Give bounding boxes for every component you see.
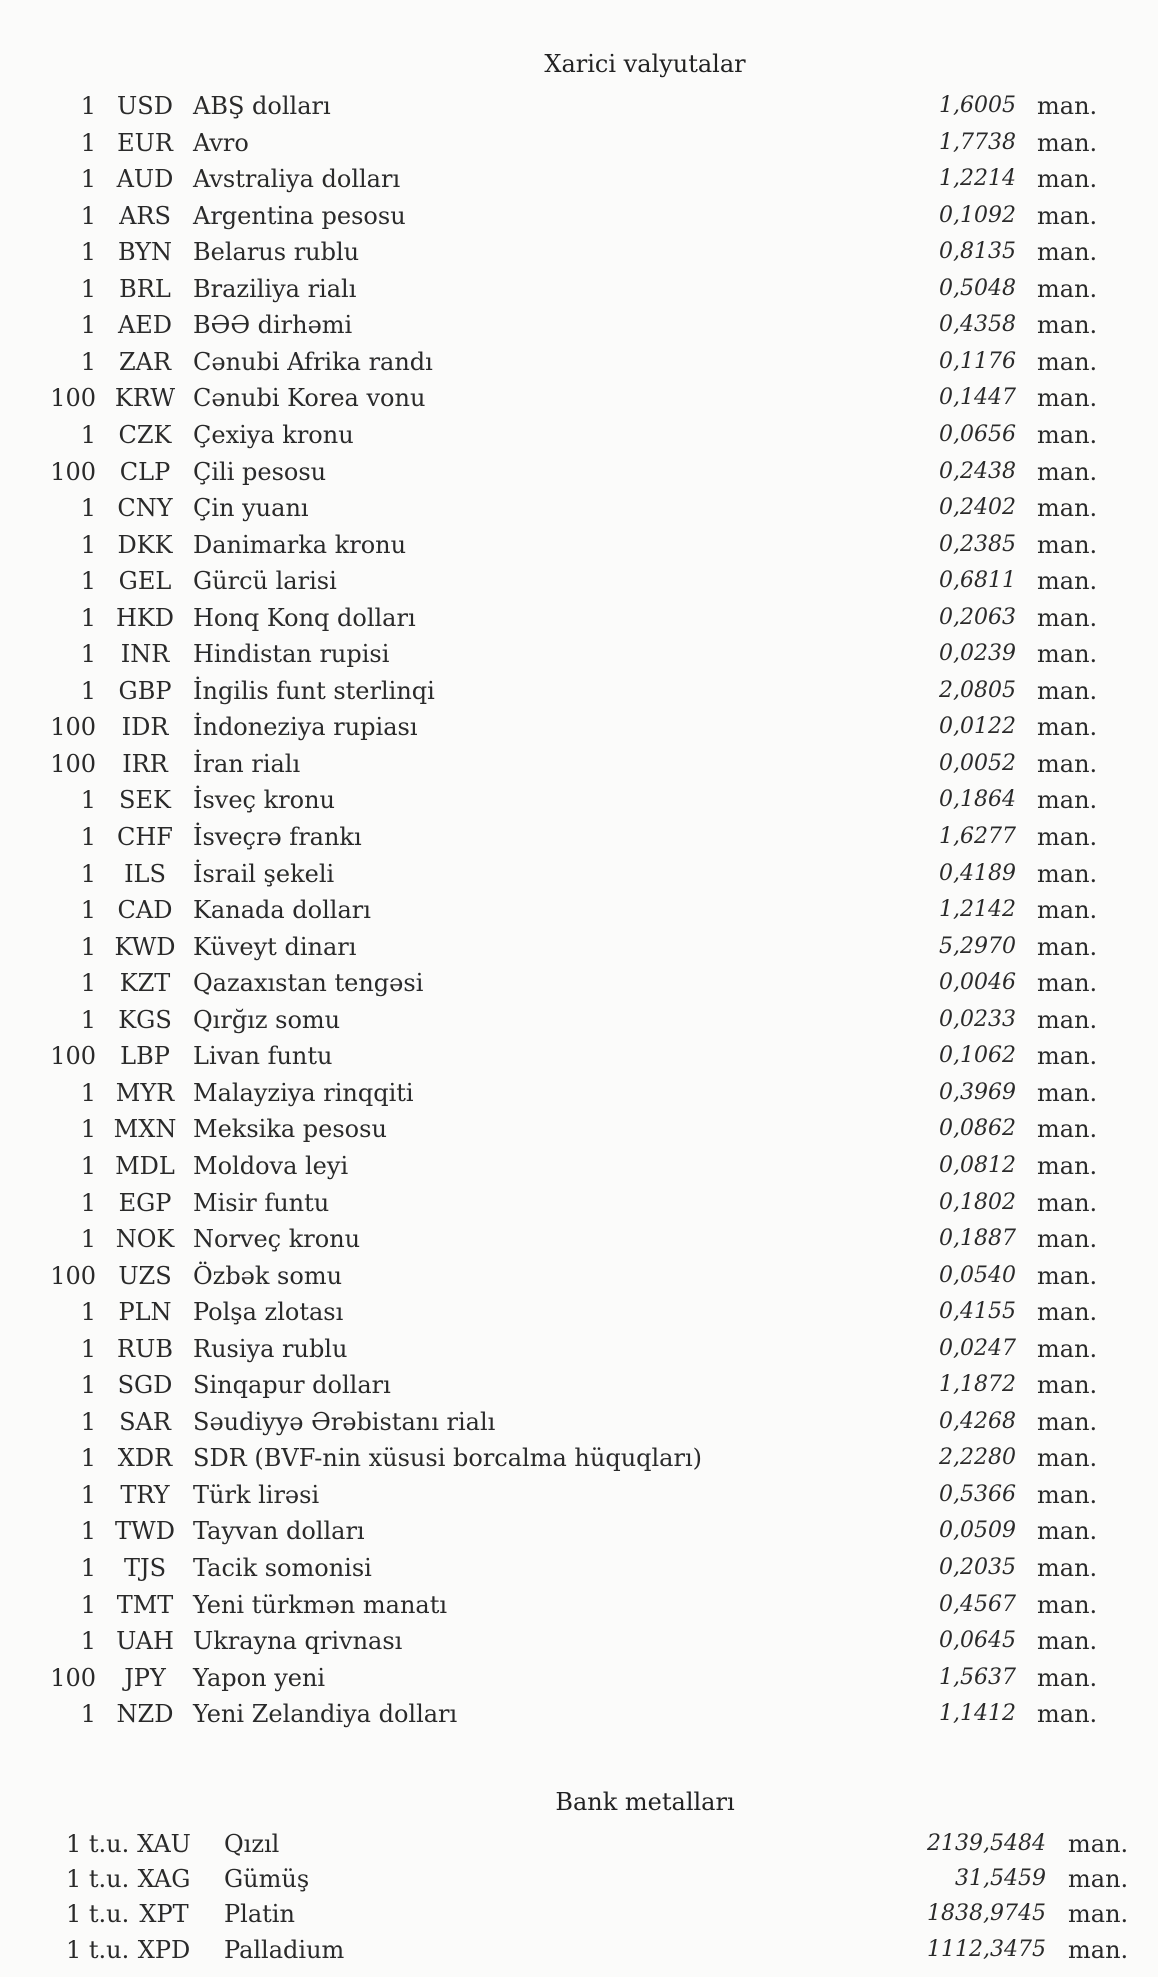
currency-code: NZD [116,1700,174,1729]
currency-code: ZAR [118,347,172,376]
exchange-rate: 0,0247 [939,1335,1016,1361]
currency-row [0,1221,1158,1257]
currency-name: Yeni Zelandiya dolları [193,1700,458,1729]
currency-row [0,417,1158,453]
currency-code: CHF [117,823,173,851]
unit-label: man. [1037,420,1098,449]
exchange-rate: 0,4155 [939,1299,1016,1325]
currency-name: Çexiya kronu [193,420,354,449]
currency-row [0,1002,1158,1038]
quantity: 1 [80,1407,96,1436]
currency-name: Yeni türkmən manatı [193,1590,448,1619]
unit-label: man. [1037,165,1098,194]
unit-label: man. [1037,1444,1098,1473]
quantity: 1 [80,823,96,851]
currency-code: GBP [118,676,172,705]
currency-row [0,161,1158,197]
currency-name: Misir funtu [193,1188,330,1217]
currency-code: ARS [119,201,171,230]
quantity: 1 [80,932,96,961]
currency-name: Avro [193,128,249,157]
currency-code: SAR [119,1407,171,1436]
unit-label: man. [1037,530,1098,559]
currency-code: TRY [120,1480,170,1509]
currency-name: Gürcü larisi [193,567,337,596]
currency-code: DKK [117,530,173,559]
quantity: 1 [80,1517,96,1546]
unit-label: man. [1037,1517,1098,1546]
currency-name: İngilis funt sterlinqi [193,676,435,705]
unit-label: man. [1037,1225,1098,1254]
currency-name: Livan funtu [193,1042,333,1071]
unit-label: man. [1037,823,1098,851]
currency-name: İsrail şekeli [193,859,335,888]
quantity: 1 [80,1334,96,1363]
quantity: 1 [80,1700,96,1729]
unit-label: man. [1037,1371,1098,1400]
unit-label: man. [1037,457,1098,486]
exchange-rate: 0,0540 [939,1262,1016,1288]
quantity: 1 [80,969,96,998]
exchange-rate: 0,2385 [939,531,1016,557]
unit-label: man. [1068,1865,1129,1894]
quantity: 1 [80,128,96,157]
exchange-rate: 0,4358 [939,312,1016,338]
exchange-rate: 0,2035 [939,1555,1016,1580]
currency-row [0,1477,1158,1513]
quantity: 100 [50,457,96,486]
exchange-rate: 0,3969 [939,1079,1016,1105]
currency-code: KRW [114,384,176,413]
unit-label: man. [1037,1151,1098,1180]
quantity: 1 [80,603,96,632]
quantity: 100 [50,749,96,778]
exchange-rate: 0,1447 [939,385,1016,411]
unit-label: man. [1037,1078,1098,1107]
exchange-rate: 0,0233 [939,1006,1016,1032]
currency-row [0,1696,1158,1732]
currency-code: XPD [137,1935,191,1964]
exchange-rate: 0,0052 [939,750,1016,776]
currency-code: XDR [117,1444,173,1473]
currency-code: SGD [117,1371,173,1400]
exchange-rate: 0,5048 [939,275,1016,301]
quantity: 1 [80,1480,96,1509]
currency-name: Ukrayna qrivnası [193,1627,403,1656]
currency-name: Hindistan rupisi [193,640,390,669]
currency-name: Avstraliya dolları [193,165,401,194]
currency-code: EGP [118,1188,172,1217]
unit-label: man. [1037,676,1098,705]
unit-label: man. [1037,1298,1098,1327]
exchange-rate: 0,0122 [939,714,1016,740]
currency-code: XPT [139,1900,189,1929]
currency-code: MYR [115,1078,175,1107]
unit-label: man. [1037,969,1098,998]
currency-code: CLP [119,457,171,486]
quantity: 100 [50,1042,96,1071]
exchange-rate: 0,1062 [939,1043,1016,1069]
unit-label: man. [1037,1590,1098,1619]
currency-row [0,1404,1158,1440]
unit-label: man. [1068,1900,1129,1929]
currency-row [0,636,1158,672]
exchange-rate: 0,0645 [939,1628,1016,1654]
quantity: 1 [80,786,96,815]
currency-code: XAU [137,1830,191,1858]
currency-code: MXN [113,1115,177,1144]
exchange-rate: 0,0509 [939,1518,1016,1544]
exchange-rate: 0,0656 [939,421,1016,447]
currency-row [0,454,1158,490]
currency-name: SDR (BVF-nin xüsusi borcalma hüquqları) [193,1444,703,1473]
quantity: 1 t.u. [66,1830,130,1858]
quantity: 100 [50,713,96,742]
currency-code: UAH [116,1627,174,1656]
unit-label: man. [1037,494,1098,523]
currency-code: HKD [115,603,175,632]
unit-label: man. [1068,1935,1129,1964]
currency-row [0,1185,1158,1221]
currency-code: BRL [119,274,171,303]
exchange-rate: 5,2970 [939,933,1016,959]
currency-name: İndoneziya rupiası [193,713,418,742]
quantity: 1 [80,92,96,120]
exchange-rate: 0,0812 [939,1152,1016,1178]
unit-label: man. [1037,1700,1098,1729]
exchange-rate: 1,1872 [939,1372,1016,1398]
currency-row [0,234,1158,270]
currency-row [0,271,1158,307]
unit-label: man. [1037,640,1098,669]
currency-row [0,1331,1158,1367]
exchange-rate: 0,2063 [939,604,1016,630]
exchange-rate: 0,2402 [939,495,1016,521]
unit-label: man. [1037,1334,1098,1363]
currency-row [0,527,1158,563]
quantity: 1 [80,274,96,303]
currency-name: Honq Konq dolları [193,603,416,632]
unit-label: man. [1037,1261,1098,1290]
exchange-rate: 1,1412 [939,1701,1016,1727]
metal-row [0,1826,1158,1862]
currency-name: Tacik somonisi [193,1554,372,1582]
currency-name: Argentina pesosu [193,201,406,230]
currency-code: KWD [114,932,176,961]
currency-name: Cənubi Afrika randı [193,347,433,376]
unit-label: man. [1037,92,1098,120]
currency-name: Tayvan dolları [193,1517,365,1546]
currency-row [0,198,1158,234]
currency-row [0,709,1158,745]
currency-code: GEL [118,567,172,596]
currency-name: Küveyt dinarı [193,932,357,961]
quantity: 1 [80,676,96,705]
currency-row [0,1660,1158,1696]
quantity: 100 [50,1663,96,1692]
unit-label: man. [1068,1830,1129,1858]
quantity: 1 [80,238,96,267]
currency-code: IRR [122,749,168,778]
section-title-bank-metals: Bank metalları [555,1788,735,1816]
unit-label: man. [1037,1480,1098,1509]
currency-code: SEK [119,786,171,815]
exchange-rate: 0,4189 [939,860,1016,886]
currency-code: NOK [115,1225,175,1254]
currency-name: Qızıl [224,1830,280,1858]
currency-row [0,1038,1158,1074]
unit-label: man. [1037,786,1098,815]
quantity: 1 [80,530,96,559]
currency-code: CZK [118,420,172,449]
currency-row [0,88,1158,124]
quantity: 1 [80,1005,96,1034]
metal-row [0,1932,1158,1968]
currency-code: UZS [118,1261,172,1290]
currency-row [0,929,1158,965]
currency-name: Braziliya rialı [193,274,357,303]
metal-row [0,1861,1158,1897]
currency-code: CAD [117,896,173,925]
quantity: 1 [80,896,96,925]
currency-row [0,965,1158,1001]
quantity: 1 [80,494,96,523]
currency-name: Yapon yeni [193,1663,326,1692]
exchange-rate: 0,8135 [939,239,1016,265]
exchange-rate: 0,1176 [939,348,1016,374]
exchange-rate: 0,0239 [939,641,1016,667]
unit-label: man. [1037,713,1098,742]
currency-code: ILS [124,859,166,888]
quantity: 1 t.u. [66,1865,130,1894]
unit-label: man. [1037,1407,1098,1436]
quantity: 1 [80,1225,96,1254]
quantity: 1 [80,1078,96,1107]
unit-label: man. [1037,749,1098,778]
currency-code: LBP [120,1042,170,1071]
quantity: 1 [80,165,96,194]
unit-label: man. [1037,567,1098,596]
unit-label: man. [1037,1554,1098,1582]
exchange-rate: 1112,3475 [927,1936,1046,1962]
currency-name: Qırğız somu [193,1005,341,1034]
currency-row [0,856,1158,892]
currency-name: Gümüş [224,1865,310,1894]
unit-label: man. [1037,1663,1098,1692]
unit-label: man. [1037,603,1098,632]
currency-row [0,1367,1158,1403]
unit-label: man. [1037,1188,1098,1217]
quantity: 1 [80,859,96,888]
currency-code: BYN [117,238,173,267]
unit-label: man. [1037,128,1098,157]
currency-name: Özbək somu [193,1261,343,1290]
quantity: 1 [80,201,96,230]
currency-code: XAG [137,1865,191,1894]
exchange-rate: 0,0046 [939,970,1016,996]
currency-row [0,380,1158,416]
currency-name: Kanada dolları [193,896,371,925]
currency-row [0,563,1158,599]
unit-label: man. [1037,932,1098,961]
currency-name: Sinqapur dolları [193,1371,391,1400]
currency-row [0,782,1158,818]
currency-code: AED [117,311,173,340]
quantity: 100 [50,384,96,413]
unit-label: man. [1037,896,1098,925]
exchange-rate: 0,4567 [939,1591,1016,1617]
currency-name: Meksika pesosu [193,1115,387,1144]
exchange-rate: 1,7738 [939,129,1016,155]
quantity: 1 [80,347,96,376]
unit-label: man. [1037,201,1098,230]
currency-code: JPY [124,1663,166,1692]
exchange-rate: 0,4268 [939,1408,1016,1434]
exchange-rate: 0,6811 [939,568,1016,594]
currency-name: Palladium [224,1935,345,1964]
quantity: 1 [80,640,96,669]
currency-row [0,1587,1158,1623]
exchange-rate: 1,2142 [939,897,1016,923]
unit-label: man. [1037,311,1098,340]
currency-row [0,819,1158,855]
currency-row [0,1513,1158,1549]
quantity: 1 [80,1115,96,1144]
currency-row [0,1111,1158,1147]
currency-code: AUD [116,165,174,194]
currency-name: Polşa zlotası [193,1298,344,1327]
currency-code: KZT [119,969,171,998]
currency-name: İsveçrə frankı [193,823,362,851]
currency-row [0,1075,1158,1111]
currency-row [0,1440,1158,1476]
metal-row [0,1896,1158,1932]
exchange-rate: 31,5459 [955,1866,1046,1892]
currency-row [0,673,1158,709]
currency-code: USD [117,92,173,120]
quantity: 1 t.u. [66,1900,130,1929]
currency-row [0,344,1158,380]
exchange-rate: 0,1092 [939,202,1016,228]
currency-name: BƏƏ dirhəmi [193,311,353,340]
exchange-rate: 2,2280 [939,1445,1016,1471]
currency-row [0,1623,1158,1659]
unit-label: man. [1037,1005,1098,1034]
unit-label: man. [1037,274,1098,303]
unit-label: man. [1037,1115,1098,1144]
currency-name: İran rialı [193,749,301,778]
currency-name: Norveç kronu [193,1225,361,1254]
quantity: 1 [80,1590,96,1619]
currency-name: Malayziya rinqqiti [193,1078,414,1107]
currency-row [0,490,1158,526]
quantity: 1 [80,1151,96,1180]
exchange-rate: 0,1802 [939,1189,1016,1215]
unit-label: man. [1037,347,1098,376]
quantity: 100 [50,1261,96,1290]
quantity: 1 [80,1371,96,1400]
exchange-rate: 1,5637 [939,1664,1016,1690]
quantity: 1 [80,1444,96,1473]
unit-label: man. [1037,859,1098,888]
quantity: 1 [80,311,96,340]
exchange-rate: 0,0862 [939,1116,1016,1142]
currency-name: Çili pesosu [193,457,327,486]
currency-name: Səudiyyə Ərəbistanı rialı [193,1407,496,1436]
quantity: 1 [80,567,96,596]
currency-row [0,307,1158,343]
exchange-rate: 1,6277 [939,824,1016,849]
exchange-rate: 0,2438 [939,458,1016,484]
unit-label: man. [1037,384,1098,413]
exchange-rate: 1838,9745 [927,1901,1046,1927]
unit-label: man. [1037,1627,1098,1656]
section-title-foreign-currencies: Xarici valyutalar [544,50,746,78]
currency-row [0,746,1158,782]
currency-code: RUB [117,1334,173,1363]
currency-code: IDR [121,713,169,742]
exchange-rate: 1,6005 [939,93,1016,118]
currency-code: CNY [117,494,173,523]
currency-name: Platin [224,1900,295,1929]
currency-code: TJS [123,1554,167,1582]
currency-name: Çin yuanı [193,494,309,523]
quantity: 1 t.u. [66,1935,130,1964]
currency-row [0,1294,1158,1330]
currency-row [0,125,1158,161]
currency-name: ABŞ dolları [193,92,331,120]
currency-code: KGS [118,1005,172,1034]
exchange-rate: 0,1864 [939,787,1016,813]
exchange-rate: 1,2214 [939,166,1016,192]
currency-name: Moldova leyi [193,1151,349,1180]
quantity: 1 [80,1554,96,1582]
currency-name: Danimarka kronu [193,530,407,559]
currency-code: PLN [118,1298,172,1327]
exchange-rate: 2139,5484 [927,1831,1046,1856]
quantity: 1 [80,1188,96,1217]
currency-code: INR [120,640,170,669]
unit-label: man. [1037,238,1098,267]
quantity: 1 [80,1627,96,1656]
currency-name: Rusiya rublu [193,1334,348,1363]
currency-row [0,600,1158,636]
quantity: 1 [80,1298,96,1327]
currency-name: İsveç kronu [193,786,336,815]
quantity: 1 [80,420,96,449]
currency-name: Qazaxıstan tengəsi [193,969,424,998]
currency-code: TWD [115,1517,175,1546]
exchange-rate: 2,0805 [939,677,1016,703]
currency-row [0,892,1158,928]
exchange-rate: 0,5366 [939,1481,1016,1507]
currency-code: TMT [116,1590,174,1619]
currency-code: EUR [117,128,173,157]
currency-row [0,1550,1158,1586]
exchange-rate: 0,1887 [939,1226,1016,1252]
currency-name: Belarus rublu [193,238,360,267]
unit-label: man. [1037,1042,1098,1071]
currency-row [0,1148,1158,1184]
currency-name: Cənubi Korea vonu [193,384,426,413]
currency-row [0,1258,1158,1294]
currency-name: Türk lirəsi [193,1480,320,1509]
currency-code: MDL [115,1151,175,1180]
